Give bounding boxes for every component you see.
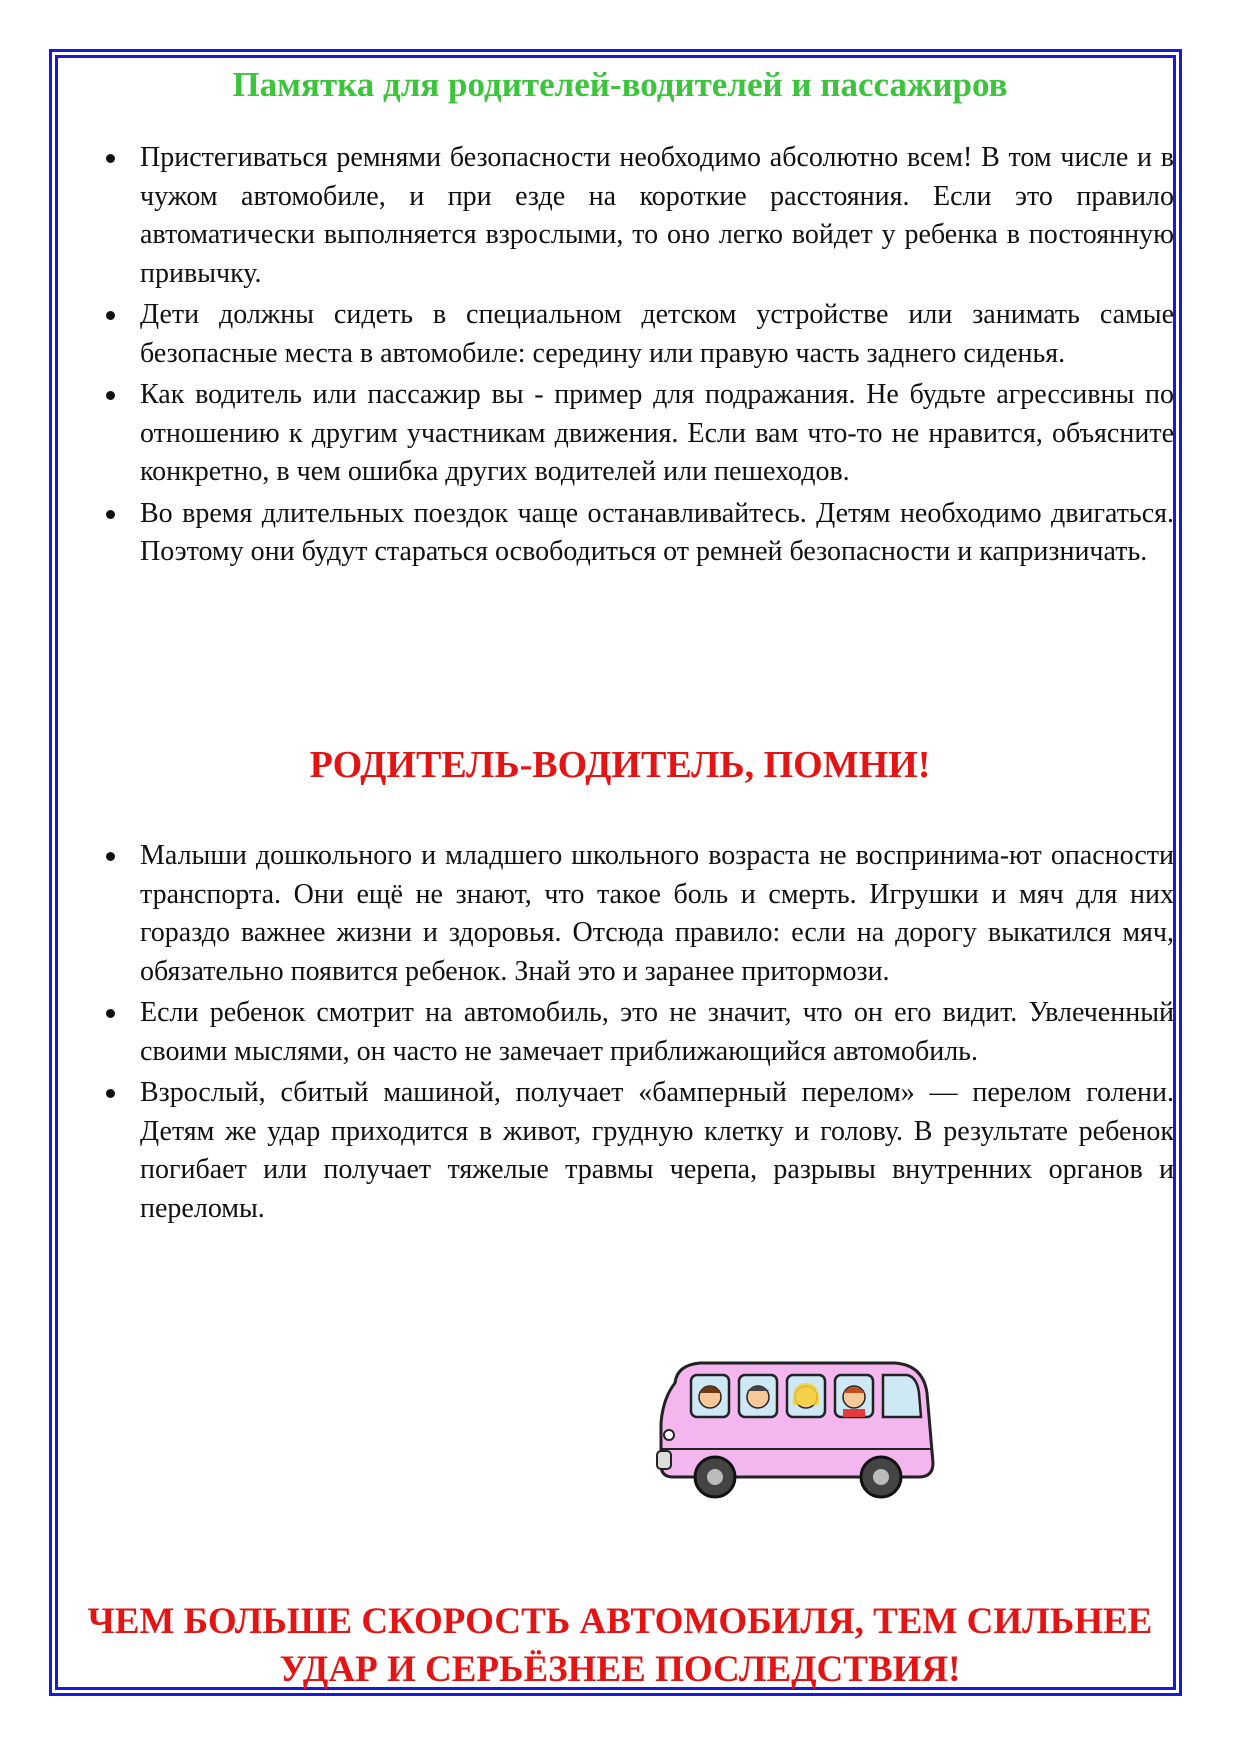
list-item-text: Если ребенок смотрит на автомобиль, это не значит, что он его видит. Увлеченный своими мыслями, он часто не замечает приближающийся автомобиль. <box>140 997 1174 1067</box>
footer-warning <box>80 1598 1160 1694</box>
bullet-icon <box>106 510 115 519</box>
list-item-text: Во время длительных поездок чаще останавливайтесь. Детям необходимо двигаться. Поэтому они будут стараться освободиться от ремней безопасности и капризничать. <box>140 497 1174 567</box>
list-item <box>96 139 1174 293</box>
list-item-text: Дети должны сидеть в специальном детском устройстве или занимать самые безопасные места в автомобиле: середину или правую часть заднего сиденья. <box>140 299 1174 369</box>
child-safety-list <box>96 837 1174 1231</box>
section-heading: РОДИТЕЛЬ-ВОДИТЕЛЬ, ПОМНИ! <box>309 744 931 786</box>
list-item <box>96 296 1174 373</box>
list-item-text: Как водитель или пассажир вы - пример для подражания. Не будьте агрессивны по отношению к другим участникам движения. Если вам что-то не нравится, объясните конкретно, в чем ошибка других водителей или пешеходов. <box>140 379 1174 487</box>
list-item-text: Пристегиваться ремнями безопасности необходимо абсолютно всем! В том числе и в чужом автомобиле, и при езде на короткие расстояния. Если это правило автоматически выполняется взрослыми, то оно легко войдет у ребенка в постоянную привычку. <box>140 142 1174 289</box>
bus-illustration <box>655 1353 945 1503</box>
list-item-text: Малыши дошкольного и младшего школьного возраста не воспринима-ют опасности транспорта. Они ещё не знают, что такое боль и смерть. Игрушки и мяч для них гораздо важнее жизни и здоровья. Отсюда правило: если на дорогу выкатился мяч, обязательно появится ребенок. Знай это и заранее притормози. <box>140 840 1174 987</box>
bullet-icon <box>106 852 115 861</box>
passenger-rules-list <box>96 139 1174 575</box>
list-item <box>96 1074 1174 1228</box>
page-title: Памятка для родителей-водителей и пассажиров <box>232 65 1008 104</box>
footer-line-1: ЧЕМ БОЛЬШЕ СКОРОСТЬ АВТОМОБИЛЯ, ТЕМ СИЛЬНЕЕ <box>87 1601 1153 1642</box>
list-item-text: Взрослый, сбитый машиной, получает «бамперный перелом» — перелом голени. Детям же удар приходится в живот, грудную клетку и голову. В результате ребенок погибает или получает тяжелые травмы черепа, разрывы внутренних органов и переломы. <box>140 1077 1174 1224</box>
footer-line-2: УДАР И СЕРЬЁЗНЕЕ ПОСЛЕДСТВИЯ! <box>279 1649 961 1690</box>
list-item <box>96 994 1174 1071</box>
bullet-icon <box>106 311 115 320</box>
bullet-icon <box>106 1009 115 1018</box>
bullet-icon <box>106 391 115 400</box>
bullet-icon <box>106 154 115 163</box>
bullet-icon <box>106 1089 115 1098</box>
list-item <box>96 837 1174 991</box>
list-item <box>96 376 1174 492</box>
list-item <box>96 495 1174 572</box>
